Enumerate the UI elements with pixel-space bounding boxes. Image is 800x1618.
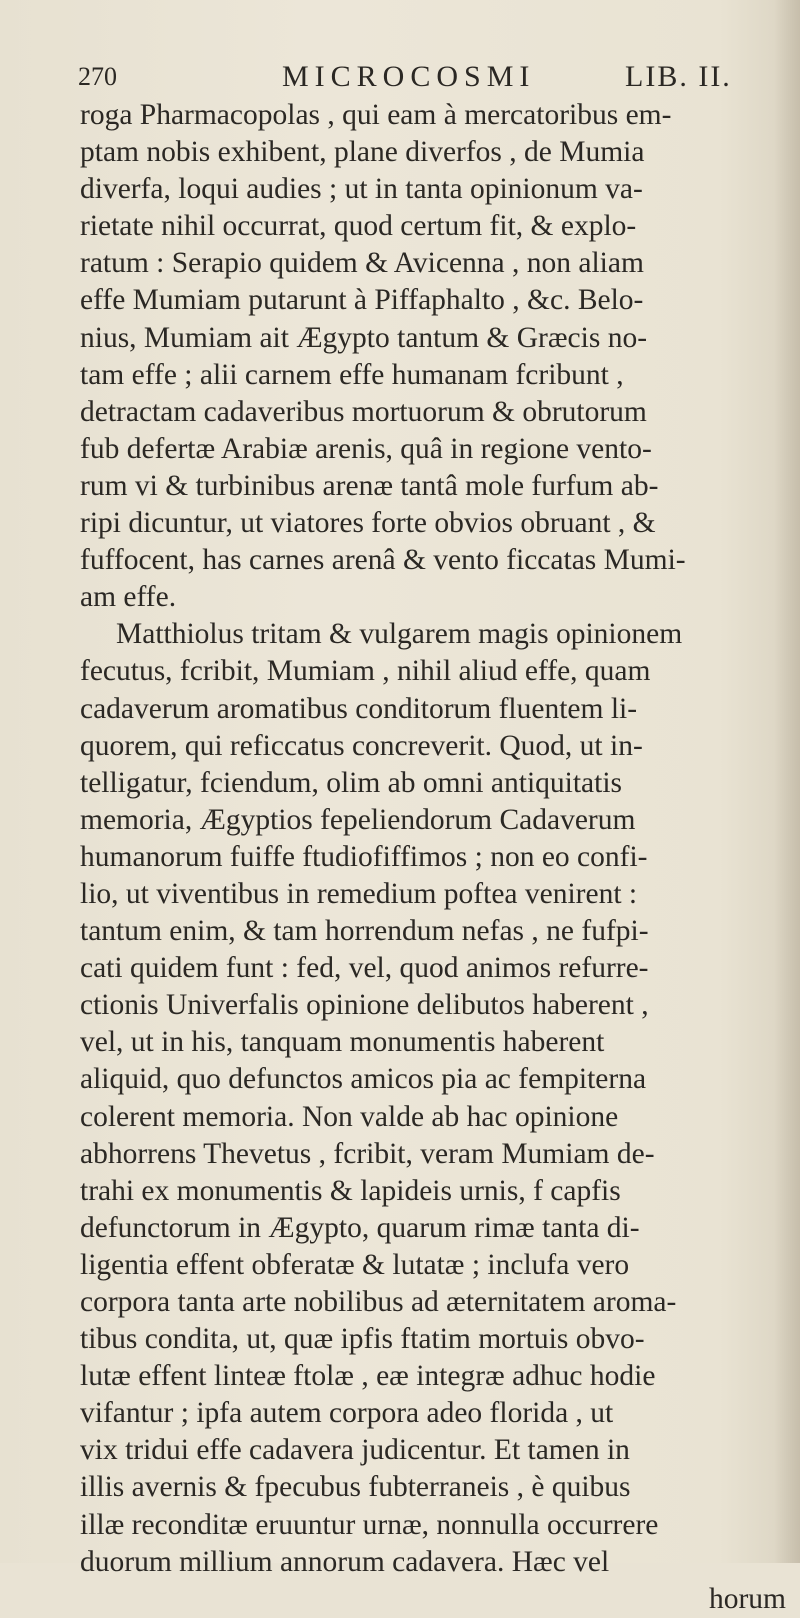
text-line: vifantur ; ipfa autem corpora adeo florida , ut xyxy=(80,1397,614,1430)
text-line: illis avernis & fpecubus fubterraneis , è quibus xyxy=(80,1471,631,1504)
text-line: am effe. xyxy=(80,581,177,614)
text-line: cadaverum aromatibus conditorum fluentem li- xyxy=(80,692,638,725)
text-line: illæ reconditæ eruuntur urnæ, nonnulla occurrere xyxy=(80,1508,659,1541)
text-line: defunctorum in Ægypto, quarum rimæ tanta di- xyxy=(80,1211,640,1244)
text-line: aliquid, quo defunctos amicos pia ac fempiterna xyxy=(80,1063,647,1096)
text-line: fecutus, fcribit, Mumiam , nihil aliud effe, quam xyxy=(80,655,651,688)
text-line: nius, Mumiam ait Ægypto tantum & Græcis no- xyxy=(80,321,648,354)
text-line: vel, ut in his, tanquam monumentis haberent xyxy=(80,1026,605,1059)
text-line: fub defertæ Arabiæ arenis, quâ in regione vento- xyxy=(80,432,652,465)
text-line: lutæ effent linteæ ftolæ , eæ integræ adhuc hodie xyxy=(80,1360,656,1393)
text-line: rietate nihil occurrat, quod certum fit, & explo- xyxy=(80,210,637,243)
text-line: rum vi & turbinibus arenæ tantâ mole furfum ab- xyxy=(80,469,659,502)
text-line: ptam nobis exhibent, plane diverfos , de Mumia xyxy=(80,136,645,169)
text-line: ctionis Univerfalis opinione delibutos haberent , xyxy=(80,989,649,1022)
text-line: memoria, Ægyptios fepeliendorum Cadaverum xyxy=(80,803,636,836)
book-label: LIB. II. xyxy=(625,60,732,93)
text-line: humanorum fuiffe ftudiofiffimos ; non eo confi- xyxy=(80,840,648,873)
text-line: quorem, qui reficcatus concreverit. Quod, ut in- xyxy=(80,729,643,762)
text-line: fuffocent, has carnes arenâ & vento ficcatas Mumi- xyxy=(80,544,686,577)
text-line: trahi ex monumentis & lapideis urnis, f capfis xyxy=(80,1174,621,1207)
text-line: detractam cadaveribus mortuorum & obrutorum xyxy=(80,395,647,428)
text-line: Matthiolus tritam & vulgarem magis opinionem xyxy=(116,618,683,651)
running-header xyxy=(78,60,778,100)
text-line: vix tridui effe cadavera judicentur. Et tamen in xyxy=(80,1434,630,1467)
text-line: tam effe ; alii carnem effe humanam fcribunt , xyxy=(80,358,624,391)
catchword: horum xyxy=(708,1582,786,1615)
text-line: cati quidem funt : fed, vel, quod animos refurre- xyxy=(80,952,649,985)
text-line: ligentia effent obferatæ & lutatæ ; inclufa vero xyxy=(80,1248,630,1281)
text-line: roga Pharmacopolas , qui eam à mercatoribus em- xyxy=(80,99,672,131)
page-number: 270 xyxy=(78,62,117,91)
text-line: corpora tanta arte nobilibus ad æternitatem aroma- xyxy=(80,1286,677,1318)
text-line: ripi dicuntur, ut viatores forte obvios obruant , & xyxy=(80,507,656,540)
text-line: tibus condita, ut, quæ ipfis ftatim mortuis obvo- xyxy=(80,1323,645,1356)
text-line: duorum millium annorum cadavera. Hæc vel xyxy=(80,1545,610,1578)
text-line: lio, ut viventibus in remedium poftea venirent : xyxy=(80,877,638,910)
body-text xyxy=(80,97,786,1618)
text-line: tantum enim, & tam horrendum nefas , ne fufpi- xyxy=(80,915,649,948)
text-line: telligatur, fciendum, olim ab omni antiquitatis xyxy=(80,766,623,799)
text-line: colerent memoria. Non valde ab hac opinione xyxy=(80,1100,619,1133)
text-line: effe Mumiam putarunt à Piffaphalto , &c. Belo- xyxy=(80,284,644,317)
text-line: ratum : Serapio quidem & Avicenna , non aliam xyxy=(80,247,644,280)
running-title: MICROCOSMI xyxy=(282,60,536,93)
text-line: abhorrens Thevetus , fcribit, veram Mumiam de- xyxy=(80,1137,655,1170)
text-line: diverfa, loqui audies ; ut in tanta opinionum va- xyxy=(80,173,643,206)
